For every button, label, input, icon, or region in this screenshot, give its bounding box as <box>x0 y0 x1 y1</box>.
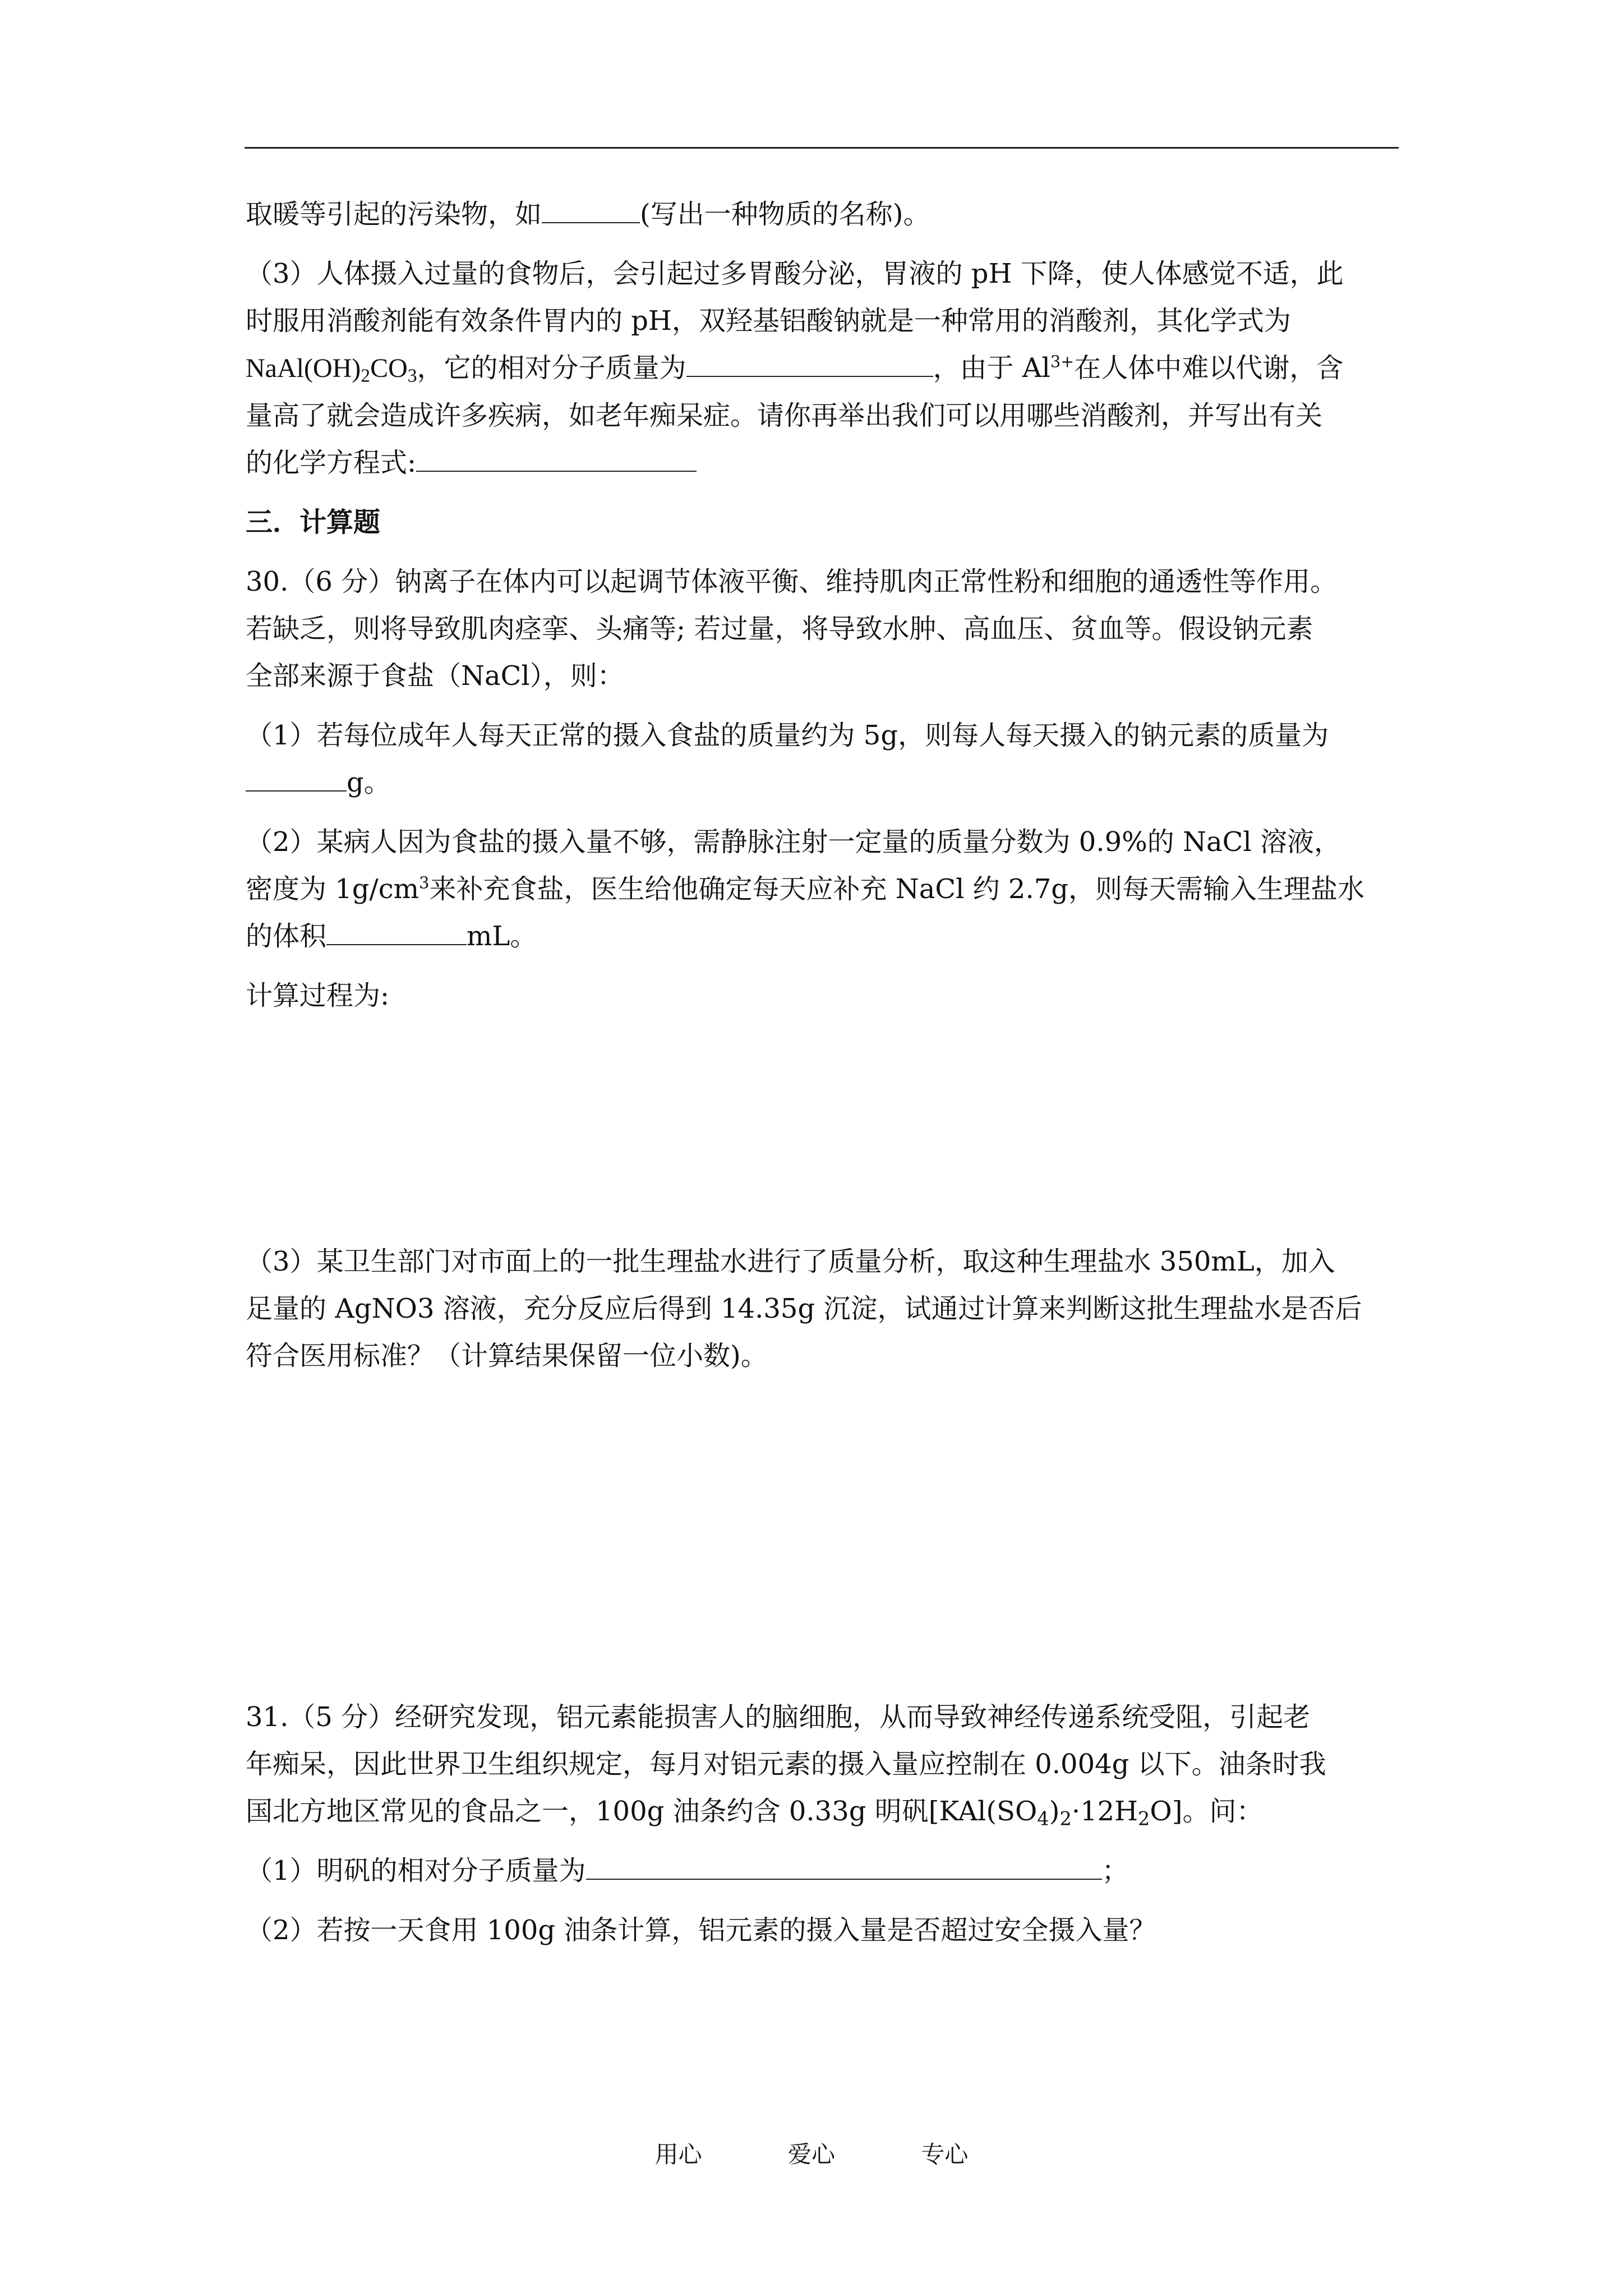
q31-line-2: 年痴呆，因此世界卫生组织规定，每月对铝元素的摄入量应控制在 0.004g 以下。油条时我 <box>246 1749 1326 1780</box>
document-body <box>246 191 1399 1954</box>
line-pollutant: 取暖等引起的污染物，如 (写出一种物质的名称)。 <box>246 199 930 230</box>
q30-part3-line-3: 符合医用标准？（计算结果保留一位小数)。 <box>246 1340 768 1372</box>
q3-line-4: 量高了就会造成许多疾病，如老年痴呆症。请你再举出我们可以用哪些消酸剂，并写出有关 <box>246 400 1323 431</box>
chemical-formula: $NaAl(OH)_2CO_3$ <box>246 353 417 386</box>
q30-part1-line-2: g。 <box>246 759 1399 806</box>
q30-part1-line-1: （1）若每位成年人每天正常的摄入食盐的质量约为 5g，则每人每天摄入的钠元素的质量为 <box>246 720 1329 751</box>
answer-blank <box>416 447 697 472</box>
answer-blank <box>586 1855 1102 1880</box>
footer-text: 专心 <box>921 2141 969 2168</box>
footer-text: 爱心 <box>787 2141 835 2168</box>
section-title: 三．计算题 <box>246 507 381 538</box>
q30-part3-line-2: 足量的 AgNO3 溶液，充分反应后得到 14.35g 沉淀，试通过计算来判断这批生理盐水是否后 <box>246 1293 1362 1324</box>
q30-line-2: 若缺乏，则将导致肌肉痉挛、头痛等; 若过量，将导致水肿、高血压、贫血等。假设钠元素 <box>246 613 1313 645</box>
q30-line-1: 30.（6 分）钠离子在体内可以起调节体液平衡、维持肌肉正常性粉和细胞的通透性等作用。 <box>246 566 1338 597</box>
calc-label: 计算过程为: <box>246 980 390 1011</box>
q3-line-3: $NaAl(OH)_2CO_3$，它的相对分子质量为 ，由于 $Al^{3+}$在人体中难以代谢，含 <box>246 352 1344 386</box>
q3-line-2: 时服用消酸剂能有效条件胃内的 pH，双羟基铝酸钠就是一种常用的消酸剂，其化学式为 <box>246 305 1291 337</box>
q31-part1: （1）明矾的相对分子质量为 ； <box>246 1855 1129 1887</box>
q31-part2: （2）若按一天食用 100g 油条计算，铝元素的摄入量是否超过安全摄入量？ <box>246 1915 1156 1946</box>
q30-line-3: 全部来源于食盐（NaCl），则： <box>246 660 624 692</box>
header-rule <box>245 147 1399 149</box>
q3-line-1: （3）人体摄入过量的食物后，会引起过多胃酸分泌，胃液的 pH 下降，使人体感觉不适，此 <box>246 258 1344 289</box>
q30-part2-line-1: （2）某病人因为食盐的摄入量不够，需静脉注射一定量的质量分数为 0.9%的 NaCl 溶液， <box>246 826 1341 858</box>
answer-blank <box>326 920 467 945</box>
q30-part2-line-3: 的体积 mL。 <box>246 921 537 952</box>
q30-part2-line-2: 密度为 $1g/cm^3$来补充食盐，医生给他确定每天应补充 NaCl 约 2.7g，则每天需输入生理盐水 <box>246 873 1364 905</box>
q3-line-5: 的化学方程式: <box>246 439 1399 486</box>
q31-line-1: 31.（5 分）经研究发现，铝元素能损害人的脑细胞，从而导致神经传递系统受阻，引起老 <box>246 1701 1311 1733</box>
footer-text: 用心 <box>654 2141 702 2168</box>
q31-line-3: 国北方地区常见的食品之一，100g 油条约含 0.33g 明矾$[KAl(SO_4)_2\cdot 12H_2O]$。问： <box>246 1796 1264 1830</box>
q30-part3-line-1: （3）某卫生部门对市面上的一批生理盐水进行了质量分析，取这种生理盐水 350mL，加入 <box>246 1246 1335 1277</box>
answer-blank <box>246 766 347 792</box>
answer-blank <box>686 352 933 377</box>
page-footer <box>0 2136 1623 2170</box>
answer-blank <box>542 198 640 223</box>
